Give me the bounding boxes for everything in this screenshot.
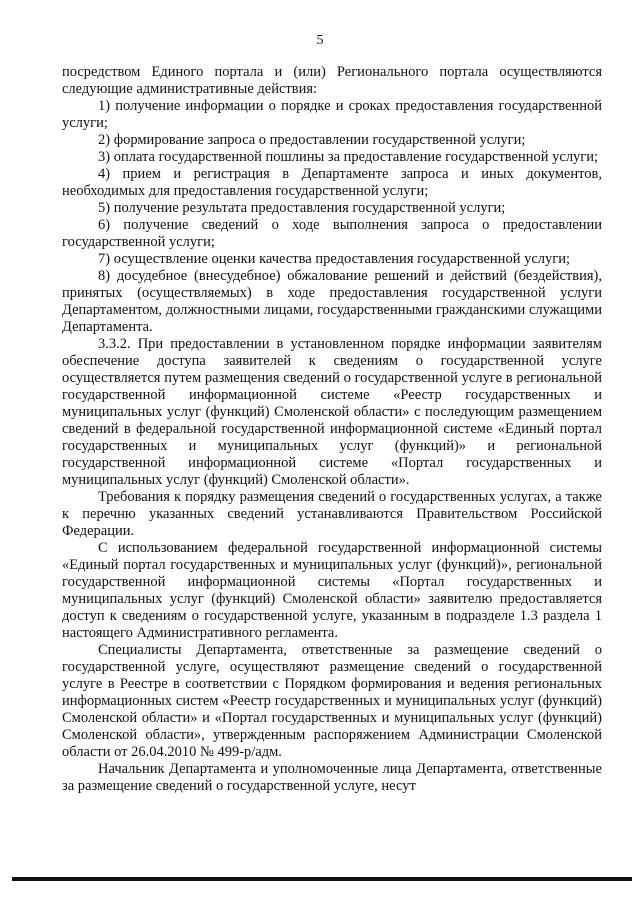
paragraph-specialists: Специалисты Департамента, ответственные за размещение сведений о государственной услуге, осуществляют размещение сведений о государственной услуге в Реестре в соответствии с Порядком формирования и ведения региональных информационных систем «Реестр государственных и муниципальных услуг (функций) Смоленской области» и «Портал государственных и муниципальных услуг (функций) Смоленской области», утвержденным распоряжением Администрации Смоленской области от 26.04.2010 № 499-р/адм. — [62, 642, 602, 760]
list-item-8: 8) досудебное (внесудебное) обжалование решений и действий (бездействия), принятых (осуществляемых) в ходе предоставления государственной услуги Департаментом, должностными лицами, государственными гражданскими служащими Департамента. — [62, 268, 602, 335]
list-item-3: 3) оплата государственной пошлины за предоставление государственной услуги; — [98, 149, 599, 165]
paragraph-access: С использованием федеральной государственной информационной системы «Единый портал государственных и муниципальных услуг (функций)», региональной государственной информационной системы «Портал государственных и муниципальных услуг (функций) Смоленской области» заявителю предоставляется доступ к сведениям о государственной услуге, указанным в подразделе 1.3 раздела 1 настоящего Административного регламента. — [62, 540, 602, 641]
paragraph-requirements: Требования к порядку размещения сведений о государственных услугах, а также к перечню указанных сведений устанавливаются Правительством Российской Федерации. — [62, 489, 602, 539]
footer-divider — [12, 877, 632, 881]
list-item-4: 4) прием и регистрация в Департаменте запроса и иных документов, необходимых для предоставления государственной услуги; — [62, 166, 602, 199]
list-item-2: 2) формирование запроса о предоставлении государственной услуги; — [98, 132, 526, 148]
paragraph-head: Начальник Департамента и уполномоченные лица Департамента, ответственные за размещение сведений о государственной услуге, несут — [62, 761, 602, 794]
list-item-5: 5) получение результата предоставления государственной услуги; — [98, 200, 506, 216]
list-item-7: 7) осуществление оценки качества предоставления государственной услуги; — [98, 251, 570, 267]
paragraph-intro: посредством Единого портала и (или) Регионального портала осуществляются следующие административные действия: — [62, 64, 602, 97]
list-item-6: 6) получение сведений о ходе выполнения запроса о предоставлении государственной услуги; — [62, 217, 602, 250]
page-number: 5 — [316, 33, 324, 48]
document-body — [62, 64, 602, 795]
paragraph-3-3-2: 3.3.2. При предоставлении в установленном порядке информации заявителям обеспечение доступа заявителей к сведениям о государственной услуге осуществляется путем размещения сведений о государственной услуге в региональной государственной информационной системе «Реестр государственных и муниципальных услуг (функций) Смоленской области» с последующим размещением сведений в федеральной государственной информационной системе «Единый портал государственных и муниципальных услуг (функций)» и региональной государственной информационной системе «Портал государственных и муниципальных услуг (функций) Смоленской области». — [62, 336, 602, 488]
list-item-1: 1) получение информации о порядке и сроках предоставления государственной услуги; — [62, 98, 602, 131]
